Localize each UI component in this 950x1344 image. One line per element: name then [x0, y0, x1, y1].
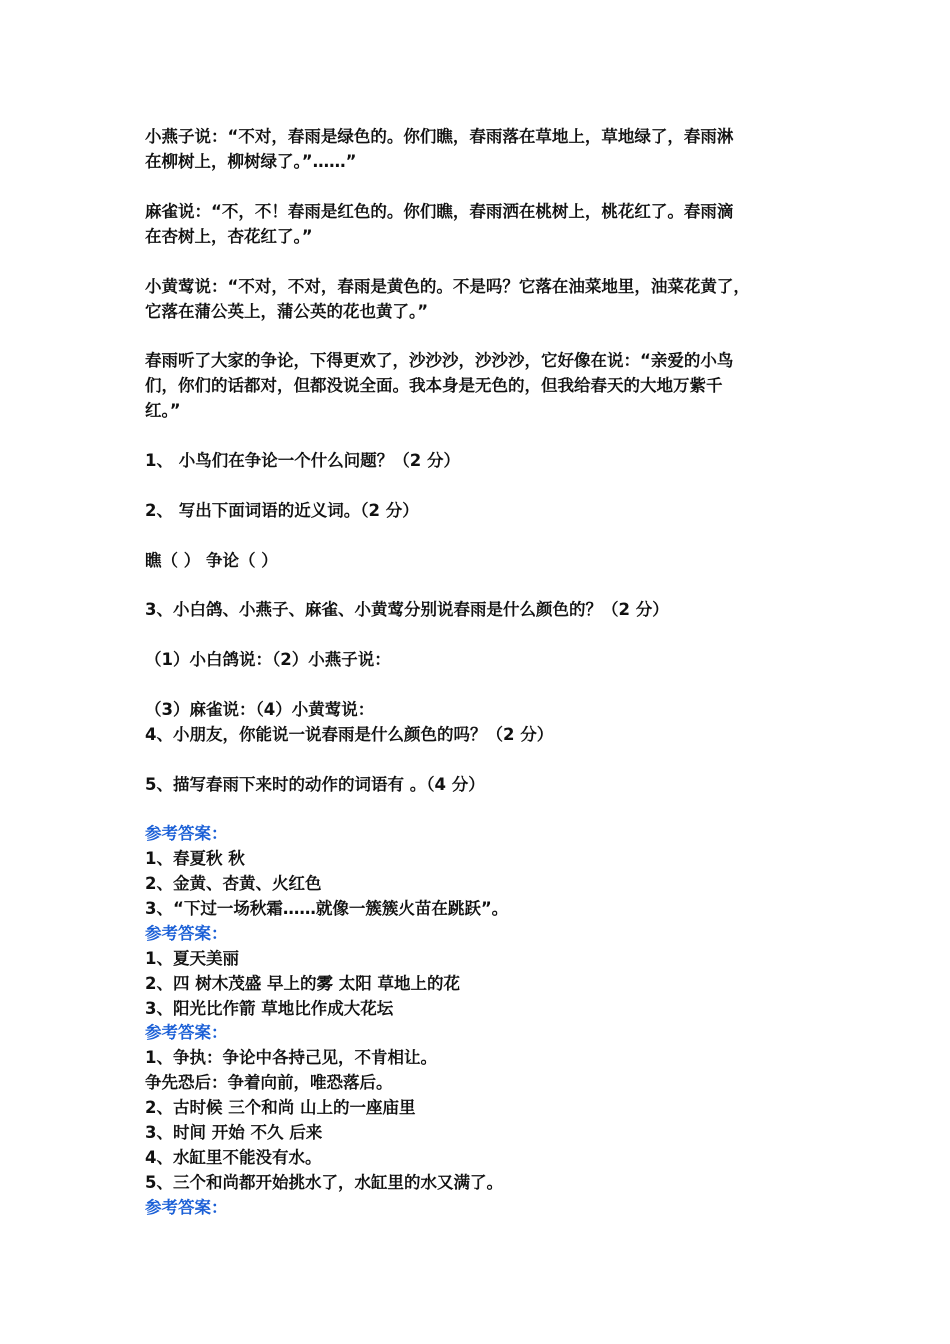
answer-line: 1、春夏秋 秋 — [145, 849, 245, 868]
question-4: 4、小朋友，你能说一说春雨是什么颜色的吗？（2 分） — [145, 725, 554, 744]
passage-line: 在杏树上，杏花红了。” — [145, 227, 313, 246]
answer-line: 4、水缸里不能没有水。 — [145, 1148, 322, 1167]
answer-heading: 参考答案： — [145, 924, 228, 943]
answer-line: 2、四 树木茂盛 早上的雾 太阳 草地上的花 — [145, 974, 460, 993]
answer-line: 3、阳光比作箭 草地比作成大花坛 — [145, 999, 394, 1018]
passage-line: 麻雀说：“不，不！春雨是红色的。你们瞧，春雨洒在桃树上，桃花红了。春雨滴 — [145, 202, 734, 221]
question-3: 3、小白鸽、小燕子、麻雀、小黄莺分别说春雨是什么颜色的？（2 分） — [145, 600, 669, 619]
passage-line: 它落在蒲公英上，蒲公英的花也黄了。” — [145, 302, 429, 321]
question-1: 1、 小鸟们在争论一个什么问题？（2 分） — [145, 451, 460, 470]
passage-line: 春雨听了大家的争论，下得更欢了，沙沙沙，沙沙沙，它好像在说：“亲爱的小鸟 — [145, 351, 734, 370]
answer-line: 3、“下过一场秋霜……就像一簇簇火苗在跳跃”。 — [145, 899, 509, 918]
answer-line: 3、时间 开始 不久 后来 — [145, 1123, 323, 1142]
passage-line: 在柳树上，柳树绿了。”……” — [145, 152, 357, 171]
answer-line: 2、古时候 三个和尚 山上的一座庙里 — [145, 1098, 416, 1117]
question-3-part-b: （3）麻雀说：（4）小黄莺说： — [145, 700, 375, 719]
answer-line: 2、金黄、杏黄、火红色 — [145, 874, 322, 893]
answer-heading: 参考答案： — [145, 1023, 228, 1042]
question-3-part-a: （1）小白鸽说：（2）小燕子说： — [145, 650, 391, 669]
passage-line: 小黄莺说：“不对，不对，春雨是黄色的。不是吗？它落在油菜地里，油菜花黄了， — [145, 277, 750, 296]
answer-line: 争先恐后：争着向前，唯恐落后。 — [145, 1073, 393, 1092]
passage-line: 小燕子说：“不对，春雨是绿色的。你们瞧，春雨落在草地上，草地绿了，春雨淋 — [145, 127, 734, 146]
question-2-blanks: 瞧（ ） 争论（ ） — [145, 551, 278, 570]
answer-line: 5、三个和尚都开始挑水了，水缸里的水又满了。 — [145, 1173, 503, 1192]
answer-line: 1、夏天美丽 — [145, 949, 239, 968]
question-5: 5、描写春雨下来时的动作的词语有 。（4 分） — [145, 775, 485, 794]
passage-line: 红。” — [145, 401, 181, 420]
answer-heading: 参考答案： — [145, 824, 228, 843]
answer-heading: 参考答案： — [145, 1198, 228, 1217]
question-2: 2、 写出下面词语的近义词。（2 分） — [145, 501, 419, 520]
passage-line: 们，你们的话都对，但都没说全面。我本身是无色的，但我给春天的大地万紫千 — [145, 376, 723, 395]
answer-line: 1、争执：争论中各持己见，不肯相让。 — [145, 1048, 437, 1067]
